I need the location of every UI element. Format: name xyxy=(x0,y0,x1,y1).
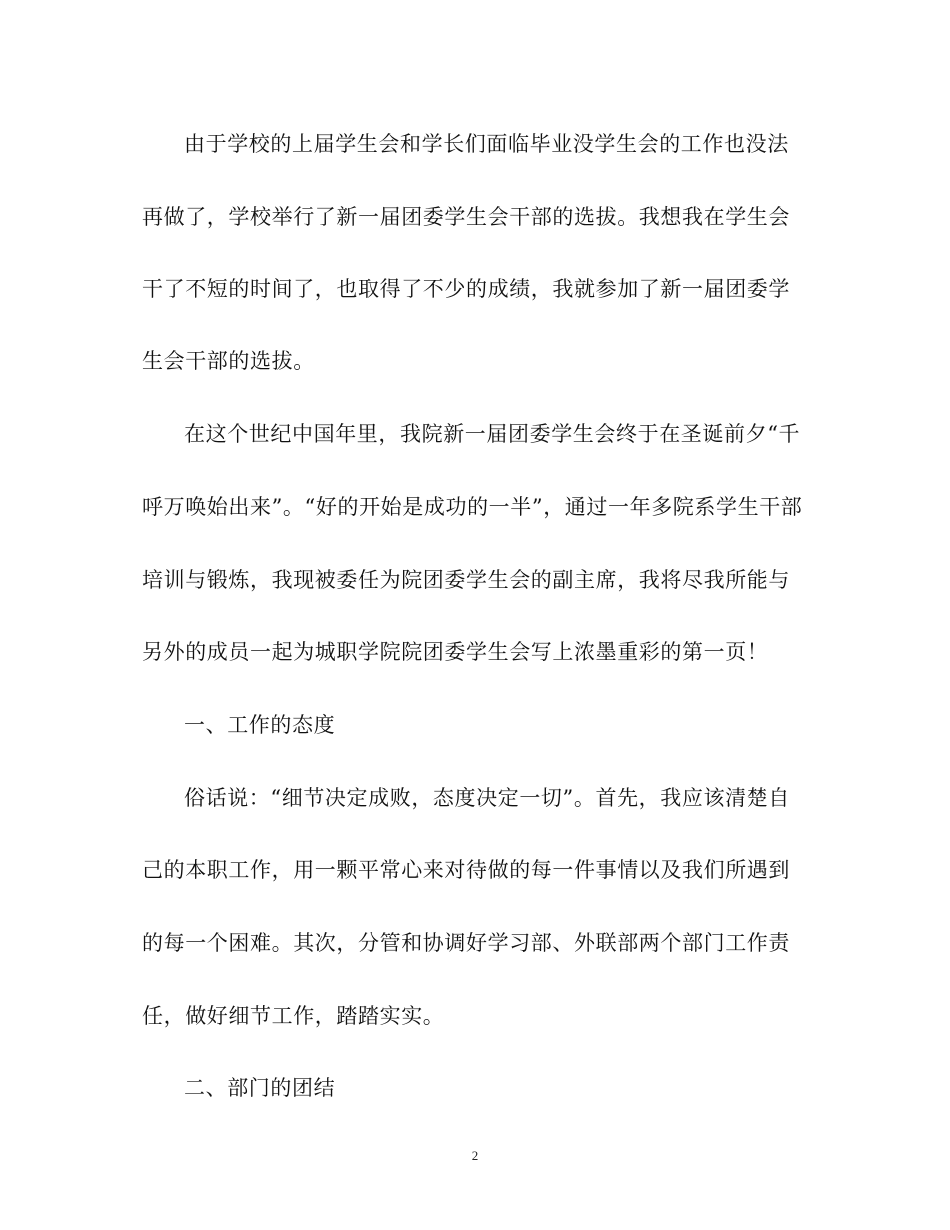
paragraph-2-line-2: 呼万唤始出来”。“好的开始是成功的一半”，通过一年多院系学生干部 xyxy=(142,495,803,519)
page-number: 2 xyxy=(471,1148,479,1163)
paragraph-1-line-3: 干了不短的时间了，也取得了不少的成绩，我就参加了新一届团委学 xyxy=(142,277,790,301)
paragraph-1-line-4: 生会干部的选拔。 xyxy=(142,349,315,373)
paragraph-2-line-3: 培训与锻炼，我现被委任为院团委学生会的副主席，我将尽我所能与 xyxy=(142,568,790,592)
section-heading-unity: 二、部门的团结 xyxy=(184,1076,336,1100)
section-heading-attitude: 一、工作的态度 xyxy=(184,713,336,737)
paragraph-3-line-3: 的每一个困难。其次，分管和协调好学习部、外联部两个部门工作责 xyxy=(142,931,790,955)
paragraph-1-line-1: 由于学校的上届学生会和学长们面临毕业没学生会的工作也没法 xyxy=(184,132,789,156)
paragraph-3-line-1: 俗话说：“细节决定成败，态度决定一切”。首先，我应该清楚自 xyxy=(184,786,790,810)
paragraph-3-line-4: 任，做好细节工作，踏踏实实。 xyxy=(142,1004,445,1028)
paragraph-2-line-4: 另外的成员一起为城职学院院团委学生会写上浓墨重彩的第一页！ xyxy=(142,640,769,664)
paragraph-1-line-2: 再做了，学校举行了新一届团委学生会干部的选拔。我想我在学生会 xyxy=(142,205,790,229)
paragraph-3-line-2: 己的本职工作，用一颗平常心来对待做的每一件事情以及我们所遇到 xyxy=(142,858,790,882)
paragraph-2-line-1: 在这个世纪中国年里，我院新一届团委学生会终于在圣诞前夕“千 xyxy=(184,422,801,446)
